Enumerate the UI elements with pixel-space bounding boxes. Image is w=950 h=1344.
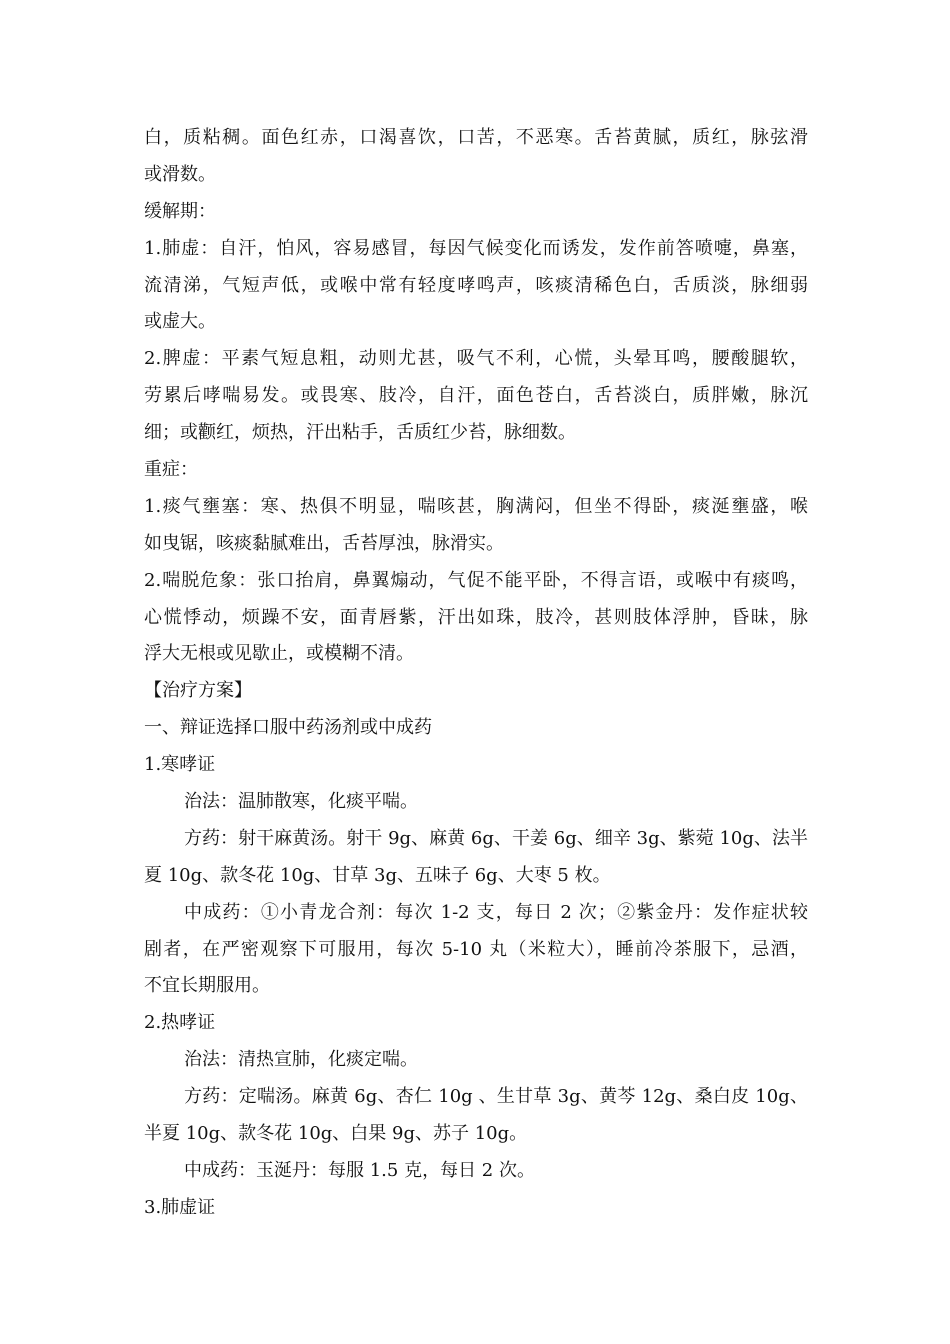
paragraph-line: 方药：射干麻黄汤。射干 9g、麻黄 6g、干姜 6g、细辛 3g、紫菀 10g、法半 [184, 827, 808, 849]
section-heading: 一、辩证选择口服中药汤剂或中成药 [144, 717, 432, 739]
subsection-heading: 2.热哮证 [144, 1012, 216, 1034]
paragraph-line: 1.痰气壅塞：寒、热俱不明显，喘咳甚，胸满闷，但坐不得卧，痰涎壅盛，喉 [144, 495, 808, 517]
paragraph-line: 半夏 10g、款冬花 10g、白果 9g、苏子 10g。 [144, 1123, 528, 1145]
paragraph-line: 浮大无根或见歇止，或模糊不清。 [144, 643, 414, 665]
paragraph-line: 或虚大。 [144, 311, 216, 333]
paragraph-line: 劳累后哮喘易发。或畏寒、肢冷，自汗，面色苍白，舌苔淡白，质胖嫩，脉沉 [144, 385, 808, 407]
paragraph-line: 流清涕，气短声低，或喉中常有轻度哮鸣声，咳痰清稀色白，舌质淡，脉细弱 [144, 274, 808, 296]
paragraph-line: 如曳锯，咳痰黏腻难出，舌苔厚浊，脉滑实。 [144, 532, 504, 554]
paragraph-line: 中成药：玉涎丹：每服 1.5 克，每日 2 次。 [184, 1159, 535, 1181]
paragraph-line: 治法：温肺散寒，化痰平喘。 [184, 791, 418, 813]
paragraph-line: 治法：清热宣肺，化痰定喘。 [184, 1049, 418, 1071]
paragraph-line: 中成药：①小青龙合剂：每次 1-2 支，每日 2 次；②紫金丹：发作症状较 [184, 901, 808, 923]
paragraph-line: 2.喘脱危象：张口抬肩，鼻翼煽动，气促不能平卧，不得言语，或喉中有痰鸣， [144, 569, 808, 591]
paragraph-line: 2.脾虚：平素气短息粗，动则尤甚，吸气不利，心慌，头晕耳鸣，腰酸腿软， [144, 348, 808, 370]
paragraph-line: 白，质粘稠。面色红赤，口渴喜饮，口苦，不恶寒。舌苔黄腻，质红，脉弦滑 [144, 127, 808, 148]
paragraph-line: 方药：定喘汤。麻黄 6g、杏仁 10g 、生甘草 3g、黄芩 12g、桑白皮 10g、 [184, 1086, 808, 1108]
section-heading: 缓解期： [144, 200, 216, 222]
paragraph-line: 不宜长期服用。 [144, 975, 270, 997]
paragraph-line: 剧者，在严密观察下可服用，每次 5-10 丸（米粒大），睡前冷茶服下，忌酒， [144, 938, 808, 960]
document-body [144, 120, 808, 1227]
paragraph-line: 夏 10g、款冬花 10g、甘草 3g、五味子 6g、大枣 5 枚。 [144, 864, 611, 886]
subsection-heading: 3.肺虚证 [144, 1196, 216, 1218]
section-heading: 【治疗方案】 [144, 680, 252, 702]
paragraph-line: 细；或颧红，烦热，汗出粘手，舌质红少苔，脉细数。 [144, 422, 576, 444]
subsection-heading: 1.寒哮证 [144, 754, 216, 776]
paragraph-line: 1.肺虚：自汗，怕风，容易感冒，每因气候变化而诱发，发作前答喷嚏，鼻塞， [144, 237, 808, 259]
paragraph-line: 或滑数。 [144, 163, 216, 185]
paragraph-line: 心慌悸动，烦躁不安，面青唇紫，汗出如珠，肢冷，甚则肢体浮肿，昏昧，脉 [144, 606, 808, 628]
section-heading: 重症： [144, 459, 198, 481]
